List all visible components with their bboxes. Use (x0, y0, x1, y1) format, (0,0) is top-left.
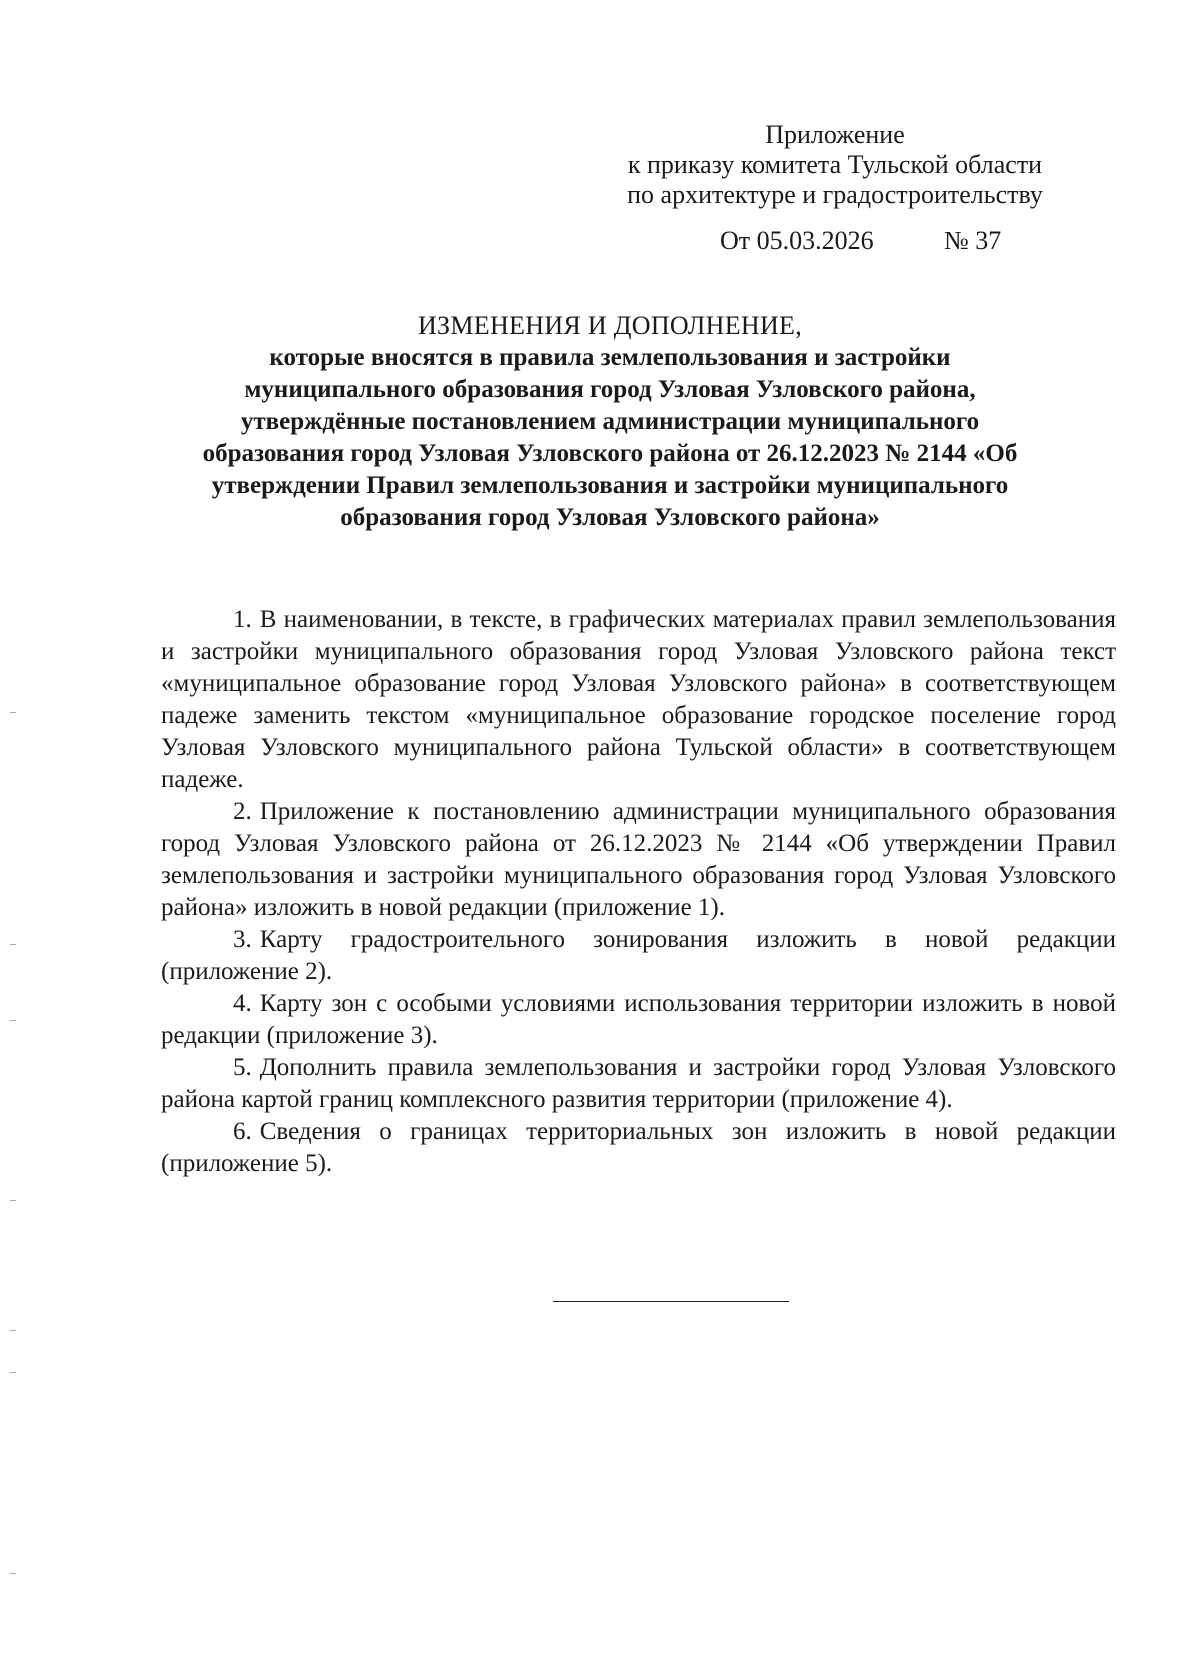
order-date: От 05.03.2026 (720, 226, 874, 255)
paragraph-text: В наименовании, в тексте, в графических материалах правил землепользования и застройки муниципального образования город Узловая Узловского района текст «муниципальное образование город Узловая Узловского района» в соответствующем падеже заменить текстом «муниципальное образование городское поселение город Узловая Узловского муниципального района Тульской области» в соответствующем падеже. (161, 606, 1116, 793)
paragraph-number: 5. (233, 1054, 252, 1081)
title-line: которые вносятся в правила землепользования и застройки (269, 344, 951, 371)
paragraph-item (161, 988, 1116, 1052)
paragraph-number: 1. (233, 606, 252, 633)
appendix-label: Приложение (765, 120, 905, 149)
appendix-committee: по архитектуре и градостроительству (627, 180, 1043, 209)
document-body (161, 604, 1116, 1180)
paragraph-item (161, 1116, 1116, 1180)
paragraph-text: Карту зон с особыми условиями использования территории изложить в новой редакции (приложение 3). (161, 990, 1116, 1049)
paragraph-text: Приложение к постановлению администрации муниципального образования город Узловая Узловского района от 26.12.2023 № 2144 «Об утверждении Правил землепользования и застройки муниципального образования город Узловая Узловского района» изложить в новой редакции (приложение 1). (161, 798, 1116, 921)
paragraph-item (161, 924, 1116, 988)
paragraph-number: 3. (233, 926, 252, 953)
order-number: № 37 (944, 226, 1002, 255)
paragraph-number: 2. (233, 798, 252, 825)
title-main: ИЗМЕНЕНИЯ И ДОПОЛНЕНИЕ, (417, 311, 803, 340)
scan-margin-mark (10, 1573, 16, 1574)
paragraph-text: Дополнить правила землепользования и застройки город Узловая Узловского района картой границ комплексного развития территории (приложение 4). (161, 1054, 1116, 1113)
document-title (120, 310, 1100, 534)
scan-margin-mark (10, 1020, 16, 1021)
order-date-number (720, 226, 1002, 256)
paragraph-number: 6. (233, 1118, 252, 1145)
title-line: утверждении Правил землепользования и застройки муниципального (211, 472, 1009, 499)
scan-margin-mark (10, 1330, 16, 1331)
paragraph-text: Сведения о границах территориальных зон изложить в новой редакции (приложение 5). (161, 1118, 1116, 1177)
paragraph-item (161, 1052, 1116, 1116)
scan-margin-mark (10, 1200, 16, 1201)
paragraph-text: Карту градостроительного зонирования изложить в новой редакции (приложение 2). (161, 926, 1116, 985)
scan-margin-mark (10, 712, 16, 713)
scan-margin-mark (10, 944, 16, 945)
title-line: образования город Узловая Узловского района» (340, 504, 880, 531)
paragraph-number: 4. (233, 990, 252, 1017)
appendix-order-ref: к приказу комитета Тульской области (627, 150, 1043, 179)
title-line: образования город Узловая Узловского района от 26.12.2023 № 2144 «Об (202, 440, 1018, 467)
scan-margin-mark (10, 1372, 16, 1373)
appendix-header (600, 120, 1070, 210)
title-line: муниципального образования город Узловая Узловского района, (244, 376, 976, 403)
paragraph-item (161, 796, 1116, 924)
title-line: утверждённые постановлением администрации муниципального (240, 408, 980, 435)
closing-divider (553, 1301, 789, 1302)
paragraph-item (161, 604, 1116, 796)
